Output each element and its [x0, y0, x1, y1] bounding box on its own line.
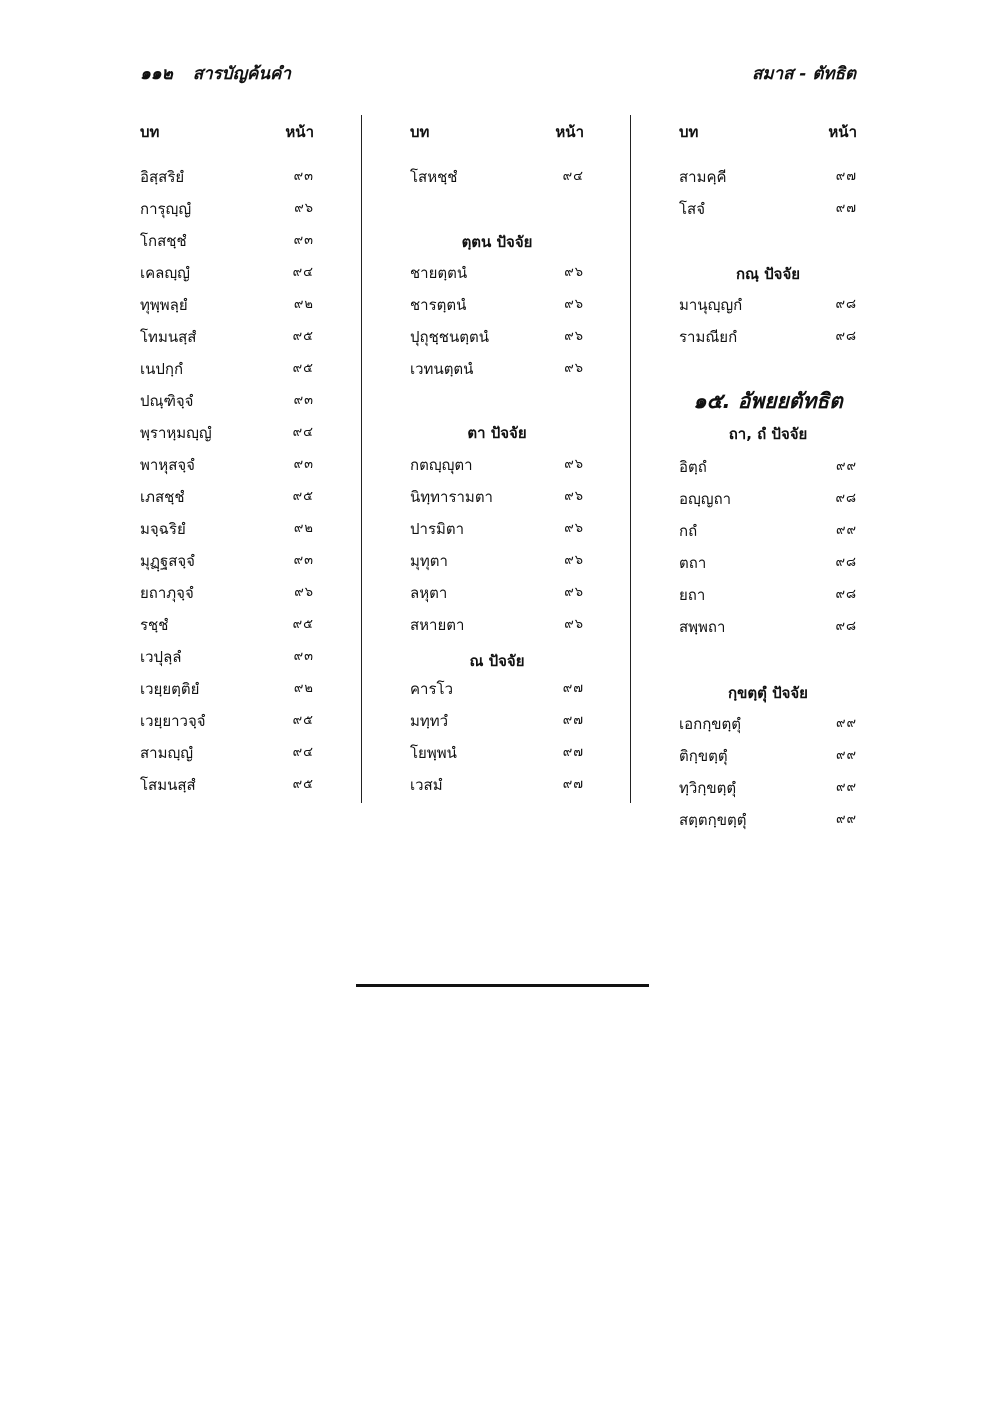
index-entry: [140, 450, 314, 480]
entry-page: ๙๖: [564, 553, 584, 568]
entry-word: ลหุตา: [410, 584, 448, 602]
entry-word: สามญฺญํ: [140, 744, 194, 762]
entry-word: ติกฺขตฺตุํ: [679, 747, 728, 765]
column-header-word: บท: [679, 123, 699, 141]
entry-page: ๙๕: [292, 713, 314, 728]
column-divider: [630, 115, 631, 803]
index-entry: [410, 290, 584, 320]
index-entry: [140, 514, 314, 544]
entry-page: ๙๘: [835, 619, 857, 634]
entry-word: เวทนตฺตนํ: [410, 360, 474, 378]
entry-word: มทฺทวํ: [410, 712, 449, 730]
entry-page: ๙๖: [564, 457, 584, 472]
index-entry: [140, 482, 314, 512]
entry-word: สตฺตกฺขตฺตุํ: [679, 811, 747, 829]
entry-word: ทุพฺพลฺยํ: [140, 296, 188, 314]
entry-word: โกสชฺชํ: [140, 232, 187, 250]
entry-page: ๙๒: [293, 521, 314, 536]
index-entry: [410, 674, 584, 704]
entry-word: สพฺพถา: [679, 618, 726, 636]
index-entry: [140, 194, 314, 224]
section-heading: กณฺ ปัจจัย: [735, 265, 801, 283]
entry-word: ยถาภุจฺจํ: [140, 584, 194, 602]
entry-page: ๙๙: [835, 459, 857, 474]
entry-page: ๙๖: [564, 489, 584, 504]
entry-word: โทมนสฺสํ: [140, 328, 197, 346]
entry-page: ๙๙: [835, 523, 857, 538]
entry-word: ปารมิตา: [410, 520, 465, 538]
entry-word: พาหุสจฺจํ: [140, 456, 195, 474]
entry-page: ๙๙: [835, 748, 857, 763]
entry-page: ๙๙: [835, 812, 857, 827]
index-entry: [679, 773, 857, 803]
index-entry: [679, 580, 857, 610]
section-heading: ตา ปัจจัย: [467, 424, 527, 442]
index-entry: [140, 546, 314, 576]
entry-page: ๙๖: [564, 297, 584, 312]
chapter-heading: ๑๕. อัพยยตัทธิต: [693, 389, 843, 413]
entry-word: นิทฺทารามตา: [410, 488, 493, 506]
section-title: สมาส - ตัทธิต: [751, 64, 856, 84]
entry-page: ๙๙: [835, 716, 857, 731]
book-title: สารบัญค้นคำ: [192, 64, 291, 84]
entry-page: ๙๓: [293, 393, 314, 408]
index-entry: [140, 610, 314, 640]
index-entry: [410, 354, 584, 384]
entry-page: ๙๘: [835, 555, 857, 570]
entry-word: เวสมํ: [410, 776, 443, 794]
entry-page: ๙๗: [562, 777, 584, 792]
index-entry: [679, 194, 857, 224]
index-entry: [410, 546, 584, 576]
column-header: [410, 117, 584, 147]
entry-page: ๙๖: [564, 361, 584, 376]
entry-word: กถํ: [679, 522, 698, 540]
entry-page: ๙๖: [294, 201, 314, 216]
index-entry: [410, 770, 584, 800]
entry-word: โสมนสฺสํ: [140, 776, 196, 794]
entry-word: เวยฺยตฺติยํ: [140, 680, 200, 698]
entry-word: การุญฺญํ: [140, 200, 192, 218]
column-header-page: หน้า: [285, 123, 314, 141]
index-entry: [410, 706, 584, 736]
entry-word: มจฺฉริยํ: [140, 520, 186, 538]
index-entry: [410, 450, 584, 480]
entry-word: อิตฺถํ: [679, 458, 707, 476]
index-entry: [140, 706, 314, 736]
index-entry: [679, 805, 857, 835]
entry-page: ๙๓: [293, 457, 314, 472]
entry-word: เคลญฺญํ: [140, 264, 190, 282]
index-entry: [679, 322, 857, 352]
index-entry: [140, 578, 314, 608]
index-entry: [140, 386, 314, 416]
column-header-word: บท: [410, 123, 430, 141]
entry-word: รชฺชํ: [140, 616, 169, 634]
index-entry: [140, 418, 314, 448]
entry-word: โยพฺพนํ: [410, 744, 457, 762]
entry-page: ๙๒: [293, 297, 314, 312]
entry-word: พฺราหฺมญฺญํ: [140, 424, 212, 442]
entry-page: ๙๕: [292, 489, 314, 504]
entry-word: อิสฺสริยํ: [140, 168, 185, 186]
entry-page: ๙๓: [293, 649, 314, 664]
column-divider: [361, 115, 362, 803]
entry-page: ๙๗: [562, 745, 584, 760]
entry-word: สหายตา: [410, 616, 465, 634]
index-entry: [410, 322, 584, 352]
entry-page: ๙๗: [835, 169, 857, 184]
index-entry: [140, 738, 314, 768]
entry-word: กตญฺญุตา: [410, 456, 473, 474]
entry-page: ๙๔: [292, 265, 314, 280]
index-entry: [140, 642, 314, 672]
entry-word: ปณฺฑิจฺจํ: [140, 392, 194, 410]
section-heading: ณ ปัจจัย: [469, 652, 525, 670]
entry-page: ๙๗: [562, 681, 584, 696]
entry-page: ๙๔: [562, 169, 584, 184]
index-entry: [679, 709, 857, 739]
entry-page: ๙๘: [835, 297, 857, 312]
entry-word: เวยฺยาวจฺจํ: [140, 712, 206, 730]
index-entry: [679, 741, 857, 771]
index-entry: [679, 484, 857, 514]
entry-word: รามณียกํ: [679, 328, 738, 346]
entry-word: อญฺญถา: [679, 490, 732, 508]
entry-page: ๙๖: [564, 265, 584, 280]
entry-page: ๙๓: [293, 553, 314, 568]
entry-page: ๙๗: [562, 713, 584, 728]
entry-page: ๙๘: [835, 329, 857, 344]
entry-word: สามคฺคี: [679, 168, 727, 186]
entry-word: ปุถุชฺชนตฺตนํ: [410, 328, 489, 346]
index-entry: [410, 482, 584, 512]
entry-page: ๙๘: [835, 491, 857, 506]
index-entry: [679, 516, 857, 546]
header-left: [140, 60, 291, 87]
section-heading: ตฺตน ปัจจัย: [461, 233, 533, 251]
entry-word: มุทุตา: [410, 552, 448, 570]
index-entry: [410, 258, 584, 288]
entry-page: ๙๕: [292, 329, 314, 344]
index-entry: [140, 290, 314, 320]
entry-page: ๙๒: [293, 681, 314, 696]
end-rule: [356, 984, 649, 987]
index-entry: [140, 770, 314, 800]
entry-word: โสหชฺชํ: [410, 168, 458, 186]
entry-word: ยถา: [679, 586, 706, 604]
index-entry: [140, 258, 314, 288]
entry-page: ๙๕: [292, 361, 314, 376]
entry-word: คารโว: [410, 680, 453, 698]
index-entry: [140, 162, 314, 192]
entry-page: ๙๖: [294, 585, 314, 600]
column-header-page: หน้า: [828, 123, 857, 141]
index-entry: [679, 548, 857, 578]
index-entry: [140, 322, 314, 352]
entry-word: ทฺวิกฺขตฺตุํ: [679, 779, 737, 797]
entry-page: ๙๗: [835, 201, 857, 216]
entry-page: ๙๖: [564, 585, 584, 600]
entry-word: เอกกฺขตฺตุํ: [679, 715, 742, 733]
index-entry: [410, 578, 584, 608]
index-entry: [679, 162, 857, 192]
page-header: [140, 60, 856, 90]
index-entry: [410, 514, 584, 544]
column-header-word: บท: [140, 123, 160, 141]
entry-word: เภสชฺชํ: [140, 488, 185, 506]
entry-word: ชารตฺตนํ: [410, 296, 467, 314]
entry-word: เนปกฺกํ: [140, 360, 184, 378]
column-header: [140, 117, 314, 147]
entry-word: ตถา: [679, 554, 707, 572]
index-entry: [410, 738, 584, 768]
column-header-page: หน้า: [555, 123, 584, 141]
column-header: [679, 117, 857, 147]
entry-word: โสจํ: [679, 200, 706, 218]
page-number: ๑๑๒: [140, 64, 173, 84]
index-entry: [140, 674, 314, 704]
entry-page: ๙๖: [564, 521, 584, 536]
entry-word: เวปุลฺลํ: [140, 648, 182, 666]
entry-page: ๙๖: [564, 617, 584, 632]
entry-page: ๙๓: [293, 169, 314, 184]
entry-word: มุฏฺฐสจฺจํ: [140, 552, 195, 570]
index-entry: [140, 226, 314, 256]
entry-page: ๙๕: [292, 777, 314, 792]
section-heading: กฺขตฺตุํ ปัจจัย: [728, 684, 808, 702]
index-entry: [410, 162, 584, 192]
index-entry: [679, 290, 857, 320]
entry-page: ๙๙: [835, 780, 857, 795]
index-entry: [410, 610, 584, 640]
entry-page: ๙๓: [293, 233, 314, 248]
entry-page: ๙๕: [292, 617, 314, 632]
section-heading: ถา, ถํ ปัจจัย: [728, 425, 808, 443]
index-entry: [679, 452, 857, 482]
index-entry: [140, 354, 314, 384]
entry-page: ๙๘: [835, 587, 857, 602]
entry-page: ๙๔: [292, 425, 314, 440]
entry-page: ๙๔: [292, 745, 314, 760]
index-entry: [679, 612, 857, 642]
entry-page: ๙๖: [564, 329, 584, 344]
entry-word: ชายตฺตนํ: [410, 264, 468, 282]
entry-word: มานุญฺญกํ: [679, 296, 743, 314]
